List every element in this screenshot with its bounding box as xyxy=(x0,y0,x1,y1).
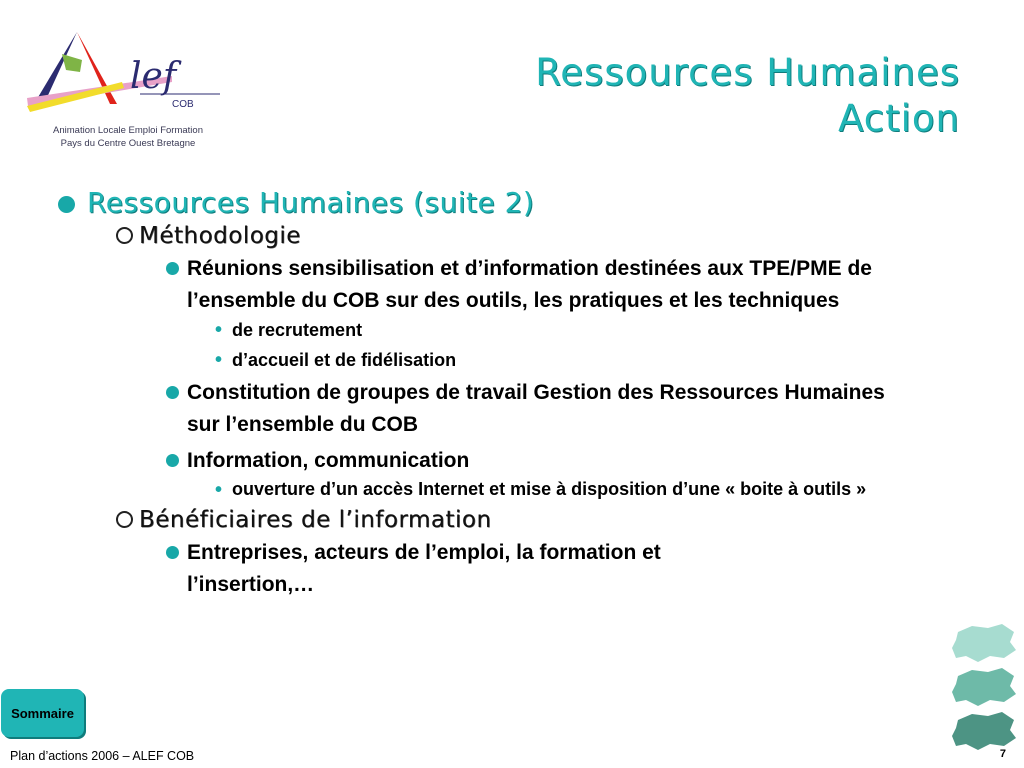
list-item-text: Information, communication xyxy=(187,449,470,472)
list-item-text: Constitution de groupes de travail Gestion des Ressources Humaines sur l’ensemble du COB xyxy=(187,381,885,436)
slide-title-line1: Ressources Humaines xyxy=(535,51,960,94)
subsection-methodologie-label: Méthodologie xyxy=(139,223,301,249)
alef-logo xyxy=(22,24,222,154)
slide-title xyxy=(535,50,960,142)
subsection-methodologie xyxy=(116,223,968,249)
logo-caption-line2: Pays du Centre Ouest Bretagne xyxy=(60,138,196,149)
sommaire-button-label: Sommaire xyxy=(11,705,74,721)
small-bullet-icon: • xyxy=(215,479,223,501)
subsection-beneficiaires-label: Bénéficiaires de l’information xyxy=(139,507,492,533)
subsection-beneficiaires xyxy=(116,507,968,533)
alef-logo-mark xyxy=(22,24,222,124)
sub-list-item xyxy=(215,347,928,373)
list-item xyxy=(166,253,910,317)
slide-content xyxy=(58,186,968,601)
ring-bullet-icon xyxy=(116,227,133,244)
sub-list-item-text: de recrutement xyxy=(232,320,363,340)
teal-bullet-icon xyxy=(58,196,75,213)
logo-lef-text: lef xyxy=(130,56,177,97)
slide-title-line2: Action xyxy=(838,97,960,140)
small-bullet-icon: • xyxy=(215,319,223,341)
section-heading-text: Ressources Humaines (suite 2) xyxy=(87,186,535,219)
sub-list-item-text: d’accueil et de fidélisation xyxy=(232,350,457,370)
list-item-text: Entreprises, acteurs de l’emploi, la formation et l’insertion,… xyxy=(187,541,661,596)
footer-text: Plan d’actions 2006 – ALEF COB xyxy=(10,749,195,763)
map-shape-mid xyxy=(952,668,1016,706)
sub-list-item-text: ouverture d’un accès Internet et mise à disposition d’une « boite à outils » xyxy=(232,479,867,499)
logo-caption-line1: Animation Locale Emploi Formation xyxy=(53,125,203,136)
logo-cob-text: COB xyxy=(172,99,194,110)
map-shape-light xyxy=(952,624,1016,662)
list-item xyxy=(166,445,910,477)
ring-bullet-icon xyxy=(116,511,133,528)
sommaire-button[interactable] xyxy=(1,689,84,737)
logo-caption xyxy=(30,124,226,150)
dot-bullet-icon xyxy=(166,454,179,467)
section-heading xyxy=(58,186,968,219)
small-bullet-icon: • xyxy=(215,349,223,371)
list-item xyxy=(166,537,778,601)
list-item-text: Réunions sensibilisation et d’information destinées aux TPE/PME de l’ensemble du COB sur des outils, les pratiques et les techniques xyxy=(187,257,872,312)
dot-bullet-icon xyxy=(166,262,179,275)
dot-bullet-icon xyxy=(166,386,179,399)
page-number: 7 xyxy=(999,748,1006,760)
region-maps-decoration xyxy=(944,620,1024,750)
map-shape-dark xyxy=(952,712,1016,750)
list-item xyxy=(166,377,910,441)
dot-bullet-icon xyxy=(166,546,179,559)
sub-list-item xyxy=(215,477,928,503)
sub-list-item xyxy=(215,317,928,343)
